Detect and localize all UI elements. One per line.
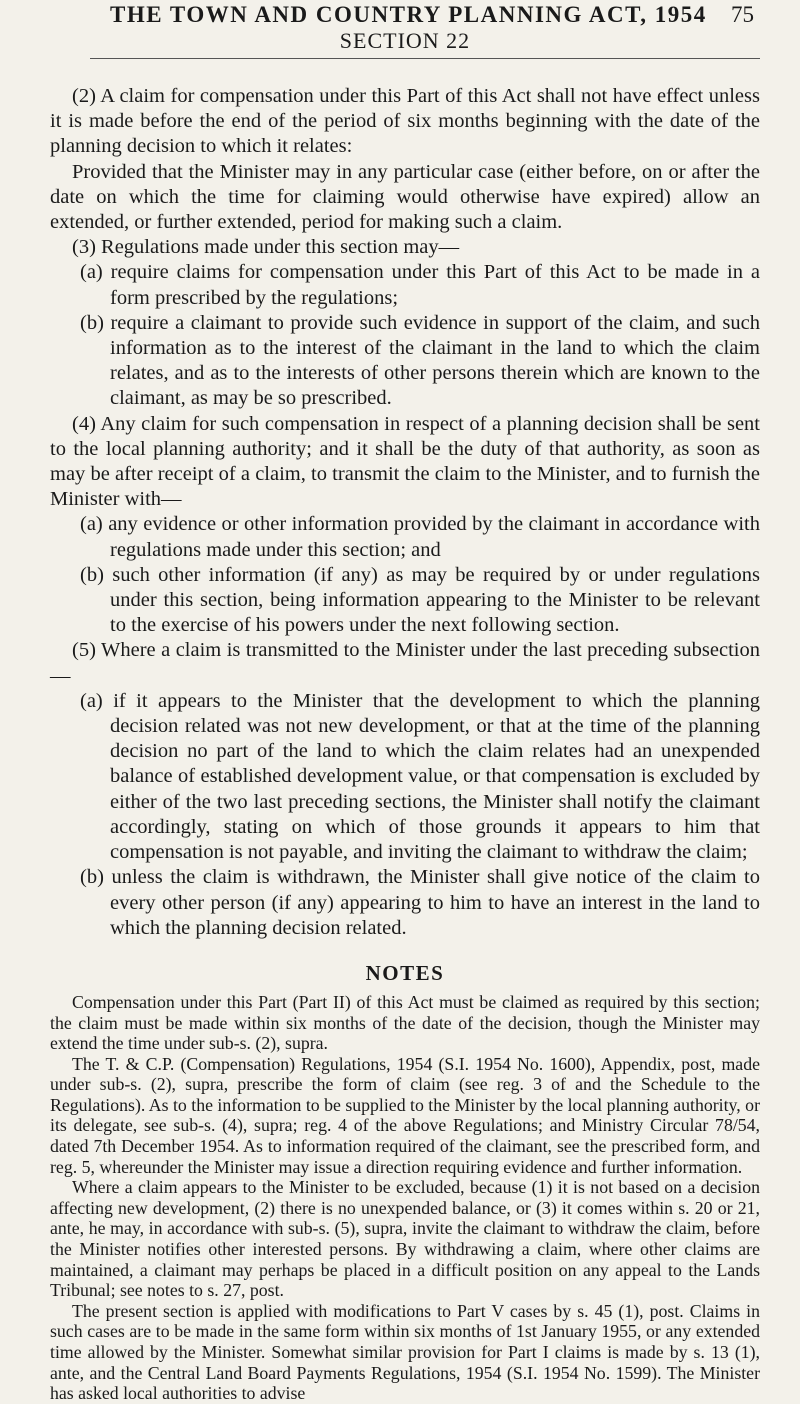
subsection-4-b: (b) such other information (if any) as may be required by or under regulations under this section, being information appearing to the Minister to be relevant to the exercise of his powers under the next following section. xyxy=(80,563,760,637)
note-paragraph: Where a claim appears to the Minister to be excluded, because (1) it is not based on a decision affecting new development, (2) there is no unexpended balance, or (3) it comes within s. 20 or 21, ante, he may, in accordance with sub-s. (5), supra, invite the claimant to withdraw the claim, before the Minister notifies other interested persons. By withdrawing a claim, where other claims are maintained, a claimant may perhaps be placed in a difficult position on any appeal to the Lands Tribunal; see notes to s. 27, post. xyxy=(50,1177,760,1301)
subsection-5-b: (b) unless the claim is withdrawn, the Minister shall give notice of the claim to every other person (if any) appearing to him to have an interest in the land to which the planning decision related. xyxy=(80,866,760,939)
subsection-3: (3) Regulations made under this section may— xyxy=(72,236,460,259)
subsection-2: (2) A claim for compensation under this Part of this Act shall not have effect unless it is made before the end of the period of six months beginning with the date of the planning decision to which it relates: xyxy=(50,85,760,158)
section-heading: SECTION 22 xyxy=(339,28,471,53)
statute-text xyxy=(50,58,760,941)
note-paragraph: The T. & C.P. (Compensation) Regulations, 1954 (S.I. 1954 No. 1600), Appendix, post, made under sub-s. (2), supra, prescribe the form of claim (see reg. 3 of and the Schedule to the Regulations). As to the information to be supplied to the Minister by the local planning authority, or its delegate, see sub-s. (4), supra; reg. 4 of the above Regulations; and Ministry Circular 78/54, dated 7th December 1954. As to information required of the claimant, see the prescribed form, and reg. 5, whereunder the Minister may issue a direction requiring evidence and further information. xyxy=(50,1053,760,1177)
header-rule xyxy=(90,58,760,59)
subsection-4-a: (a) any evidence or other information provided by the claimant in accordance with regulations made under this section; and xyxy=(80,513,760,561)
running-head xyxy=(50,0,760,58)
note-paragraph: The present section is applied with modifications to Part V cases by s. 45 (1), post. Claims in such cases are to be made in the same form within six months of 1st January 1955, or any extended time allowed by the Minister. Somewhat similar provision for Part I claims is made by s. 13 (1), ante, and the Central Land Board Payments Regulations, 1954 (S.I. 1954 No. 1599). The Minister has asked local authorities to advise xyxy=(50,1300,760,1404)
subsection-3-b: (b) require a claimant to provide such evidence in support of the claim, and such information as to the interest of the claimant in the land to which the claim relates, and as to the interests of other persons therein which are known to the claimant, as may be so prescribed. xyxy=(80,311,760,410)
notes-heading: NOTES xyxy=(365,960,445,985)
page-number: 75 xyxy=(731,2,754,27)
notes xyxy=(50,992,760,1404)
act-title: THE TOWN AND COUNTRY PLANNING ACT, 1954 xyxy=(110,2,707,27)
subsection-5-a: (a) if it appears to the Minister that the development to which the planning decision related was not new development, or that at the time of the planning decision no part of the land to which the claim relates had an unexpended balance of established development value, or that compensation is excluded by either of the two last preceding sections, the Minister shall notify the claimant accordingly, stating on which of those grounds it appears to him that compensation is not payable, and inviting the claimant to withdraw the claim; xyxy=(80,689,760,864)
subsection-3-a: (a) require claims for compensation under this Part of this Act to be made in a form prescribed by the regulations; xyxy=(80,261,760,309)
note-paragraph: Compensation under this Part (Part II) of this Act must be claimed as required by this section; the claim must be made within six months of the date of the decision, though the Minister may extend the time under sub-s. (2), supra. xyxy=(50,991,760,1054)
subsection-5: (5) Where a claim is transmitted to the Minister under the last preceding subsection— xyxy=(50,639,760,687)
proviso: Provided that the Minister may in any particular case (either before, on or after the date on which the time for claiming would otherwise have expired) allow an extended, or further extended, period for making such a claim. xyxy=(50,160,760,234)
subsection-4: (4) Any claim for such compensation in respect of a planning decision shall be sent to the local planning authority; and it shall be the duty of that authority, as soon as may be after receipt of a claim, to transmit the claim to the Minister, and to furnish the Minister with— xyxy=(50,412,760,511)
